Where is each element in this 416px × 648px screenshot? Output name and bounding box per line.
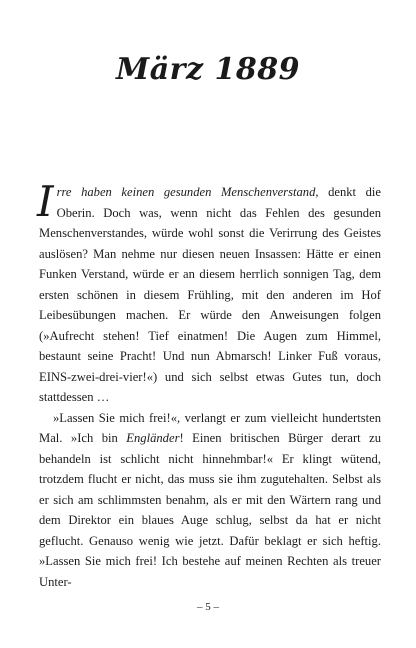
drop-cap: I — [37, 177, 54, 226]
paragraph-1-lead: rre haben keinen gesunden Menschenverstand, — [56, 185, 319, 199]
paragraph-2-text-b: ! Einen britischen Bürger derart zu behandeln ist schlicht nicht hinnehmbar!« Er klingt wütend, trotzdem flucht er nicht, das muss sie ihm zugutehalten. Selbst als er sich am schlimmsten benahm, als er mit den Wärtern rang und dem Direktor ein blaues Auge schlug, selbst da hat er nicht geflucht. Genauso wenig wie jetzt. Dafür beklagt er sich heftig. »Lassen Sie mich frei! Ich bestehe auf meinen Rechten als treuer Unter- — [39, 431, 381, 589]
paragraph-2 — [39, 408, 381, 593]
body-text — [37, 177, 381, 592]
paragraph-1-text: denkt die Oberin. Doch was, wenn nicht das Fehlen des gesunden Menschenverstandes, würde wohl sonst die Verirrung des Geistes auslösen? Man nehme nur diesen neuen Insassen: Hätte er einen Funken Verstand, würde er an diesem herrlich sonnigen Tag, dem ersten schönen in diesem Frühling, mit den anderen im Hof Leibesübungen machen. Er würde den Anweisungen folgen (»Aufrecht stehen! Tief einatmen! Die Augen zum Himmel, bestaunt seine Pracht! Und nun Abmarsch! Linker Fuß voraus, EINS-zwei-drei-vier!«) und sich selbst etwas Gutes tun, doch stattdessen … — [39, 185, 381, 404]
chapter-title: März 1889 — [116, 52, 300, 88]
paragraph-1 — [37, 177, 381, 408]
paragraph-2-emphasis: Engländer — [126, 431, 180, 445]
paragraph-2-text-a: »Lassen Sie mich frei!«, verlangt er zum vielleicht hundertsten Mal. »Ich bin — [39, 410, 381, 445]
page-number: – 5 – — [197, 601, 219, 613]
